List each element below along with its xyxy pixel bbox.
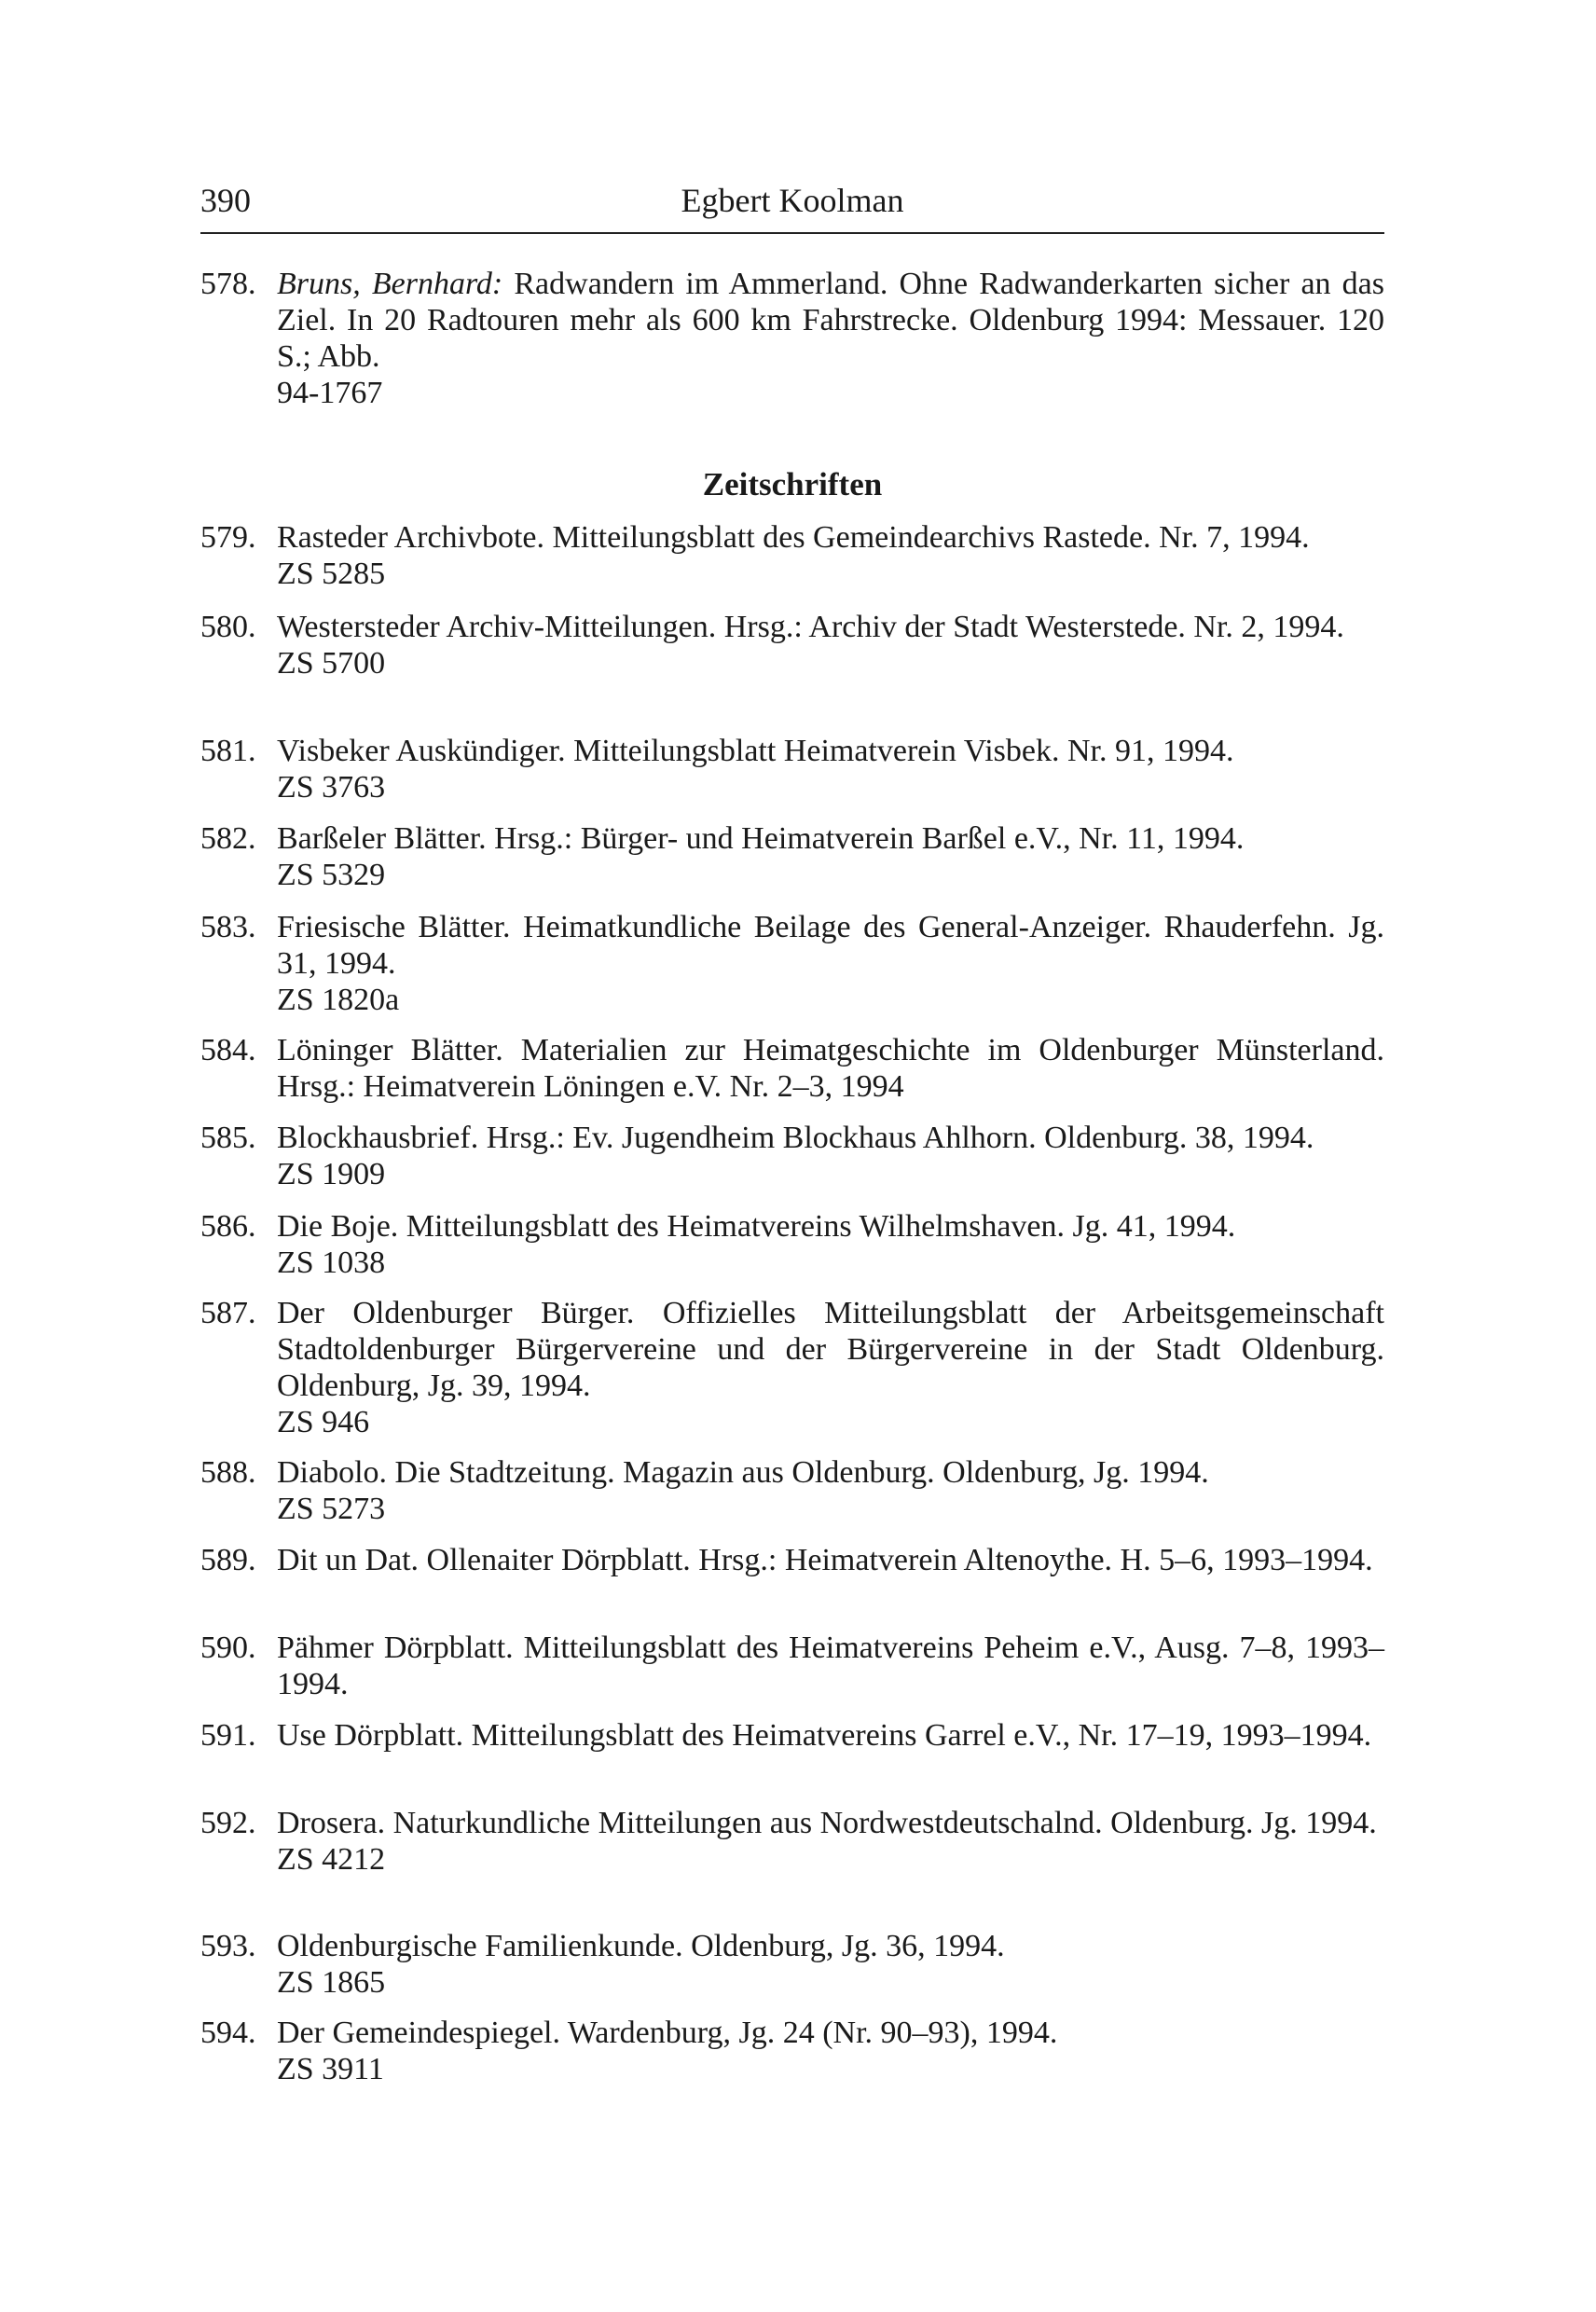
bibliography-entry-594 (200, 2015, 1384, 2087)
running-head: Egbert Koolman (681, 182, 904, 219)
entry-author: Bruns, Bernhard: (277, 267, 503, 301)
entry-number: 582. (200, 821, 256, 856)
entry-text: Dit un Dat. Ollenaiter Dörpblatt. Hrsg.: Heimatverein Altenoythe. H. 5–6, 1993–1994. (277, 1543, 1373, 1577)
entry-number: 586. (200, 1209, 256, 1244)
entry-number: 580. (200, 610, 256, 644)
entry-number: 590. (200, 1631, 256, 1665)
bibliography-entry-581 (200, 733, 1384, 805)
entry-number: 583. (200, 910, 256, 944)
bibliography-entry-578 (200, 266, 1384, 411)
entry-signature: ZS 3911 (277, 2052, 384, 2086)
entry-text: Drosera. Naturkundliche Mitteilungen aus Nordwestdeutschalnd. Oldenburg. Jg. 1994. (277, 1806, 1377, 1840)
bibliography-entry-582 (200, 820, 1384, 893)
entry-signature: ZS 5329 (277, 858, 386, 892)
entry-number: 588. (200, 1455, 256, 1490)
entry-text: Visbeker Auskündiger. Mitteilungsblatt Heimatverein Visbek. Nr. 91, 1994. (277, 734, 1234, 768)
entry-number: 593. (200, 1929, 256, 1963)
entry-signature: ZS 1038 (277, 1245, 386, 1280)
bibliography-entry-590 (200, 1630, 1384, 1702)
entry-signature: ZS 5700 (277, 646, 386, 681)
entry-text: Pähmer Dörpblatt. Mitteilungsblatt des Heimatvereins Peheim e.V., Ausg. 7–8, 1993–1994. (277, 1631, 1384, 1701)
entry-text: Use Dörpblatt. Mitteilungsblatt des Heimatvereins Garrel e.V., Nr. 17–19, 1993–1994. (277, 1718, 1372, 1753)
section-heading: Zeitschriften (702, 466, 883, 502)
bibliography-entry-591 (200, 1717, 1384, 1754)
bibliography-entry-584 (200, 1032, 1384, 1105)
entry-signature: ZS 5273 (277, 1492, 386, 1526)
entry-text: Blockhausbrief. Hrsg.: Ev. Jugendheim Blockhaus Ahlhorn. Oldenburg. 38, 1994. (277, 1121, 1314, 1155)
entry-number: 589. (200, 1543, 256, 1577)
entry-number: 587. (200, 1296, 256, 1330)
entry-text: Barßeler Blätter. Hrsg.: Bürger- und Heimatverein Barßel e.V., Nr. 11, 1994. (277, 821, 1245, 856)
entry-number: 581. (200, 734, 256, 768)
entry-number: 584. (200, 1033, 256, 1067)
bibliography-entry-586 (200, 1208, 1384, 1281)
entry-text: Der Gemeindespiegel. Wardenburg, Jg. 24 (Nr. 90–93), 1994. (277, 2016, 1058, 2050)
entry-signature: 94-1767 (277, 376, 383, 410)
page-number: 390 (200, 182, 251, 219)
entry-text: Der Oldenburger Bürger. Offizielles Mitteilungsblatt der Arbeitsgemeinschaft Stadtoldenburger Bürgervereine und der Bürgervereine in der Stadt Oldenburg. Oldenburg, Jg. 39, 1994. (277, 1296, 1384, 1403)
bibliography-entry-583 (200, 909, 1384, 1018)
entry-signature: ZS 946 (277, 1405, 370, 1439)
entry-text: Oldenburgische Familienkunde. Oldenburg, Jg. 36, 1994. (277, 1929, 1005, 1963)
entry-signature: ZS 4212 (277, 1842, 386, 1877)
page-header (200, 177, 1384, 224)
entry-signature: ZS 1909 (277, 1157, 386, 1191)
bibliography-entry-592 (200, 1805, 1384, 1878)
entry-text: Löninger Blätter. Materialien zur Heimatgeschichte im Oldenburger Münsterland. Hrsg.: Heimatverein Löningen e.V. Nr. 2–3, 1994 (277, 1033, 1384, 1104)
entry-text: Die Boje. Mitteilungsblatt des Heimatvereins Wilhelmshaven. Jg. 41, 1994. (277, 1209, 1236, 1244)
entry-text: Westersteder Archiv-Mitteilungen. Hrsg.: Archiv der Stadt Westerstede. Nr. 2, 1994. (277, 610, 1344, 644)
entry-number: 592. (200, 1806, 256, 1840)
bibliography-entry-588 (200, 1454, 1384, 1527)
entry-text: Diabolo. Die Stadtzeitung. Magazin aus Oldenburg. Oldenburg, Jg. 1994. (277, 1455, 1209, 1490)
entry-signature: ZS 1865 (277, 1965, 386, 2000)
bibliography-entry-579 (200, 519, 1384, 592)
entry-signature: ZS 5285 (277, 557, 386, 591)
bibliography-entry-587 (200, 1295, 1384, 1440)
header-rule (200, 232, 1384, 234)
entry-number: 594. (200, 2016, 256, 2050)
entry-number: 591. (200, 1718, 256, 1753)
entry-number: 579. (200, 520, 256, 555)
entry-text: Friesische Blätter. Heimatkundliche Beilage des General-Anzeiger. Rhauderfehn. Jg. 31, 1994. (277, 910, 1384, 981)
entry-number: 585. (200, 1121, 256, 1155)
bibliography-entry-585 (200, 1120, 1384, 1192)
entry-text (277, 266, 1384, 375)
entry-signature: ZS 1820a (277, 983, 400, 1017)
bibliography-entry-580 (200, 609, 1384, 681)
entry-text: Rasteder Archivbote. Mitteilungsblatt des Gemeindearchivs Rastede. Nr. 7, 1994. (277, 520, 1310, 555)
bibliography-entry-589 (200, 1542, 1384, 1578)
entry-signature: ZS 3763 (277, 770, 386, 805)
entry-title: Radwandern im Ammerland. Ohne Radwanderkarten sicher an das Ziel. In 20 Radtouren mehr als 600 km Fahrstrecke. Oldenburg 1994: Messauer. 120 S.; Abb. (277, 267, 1384, 374)
entry-number: 578. (200, 267, 256, 301)
bibliography-entry-593 (200, 1928, 1384, 2001)
